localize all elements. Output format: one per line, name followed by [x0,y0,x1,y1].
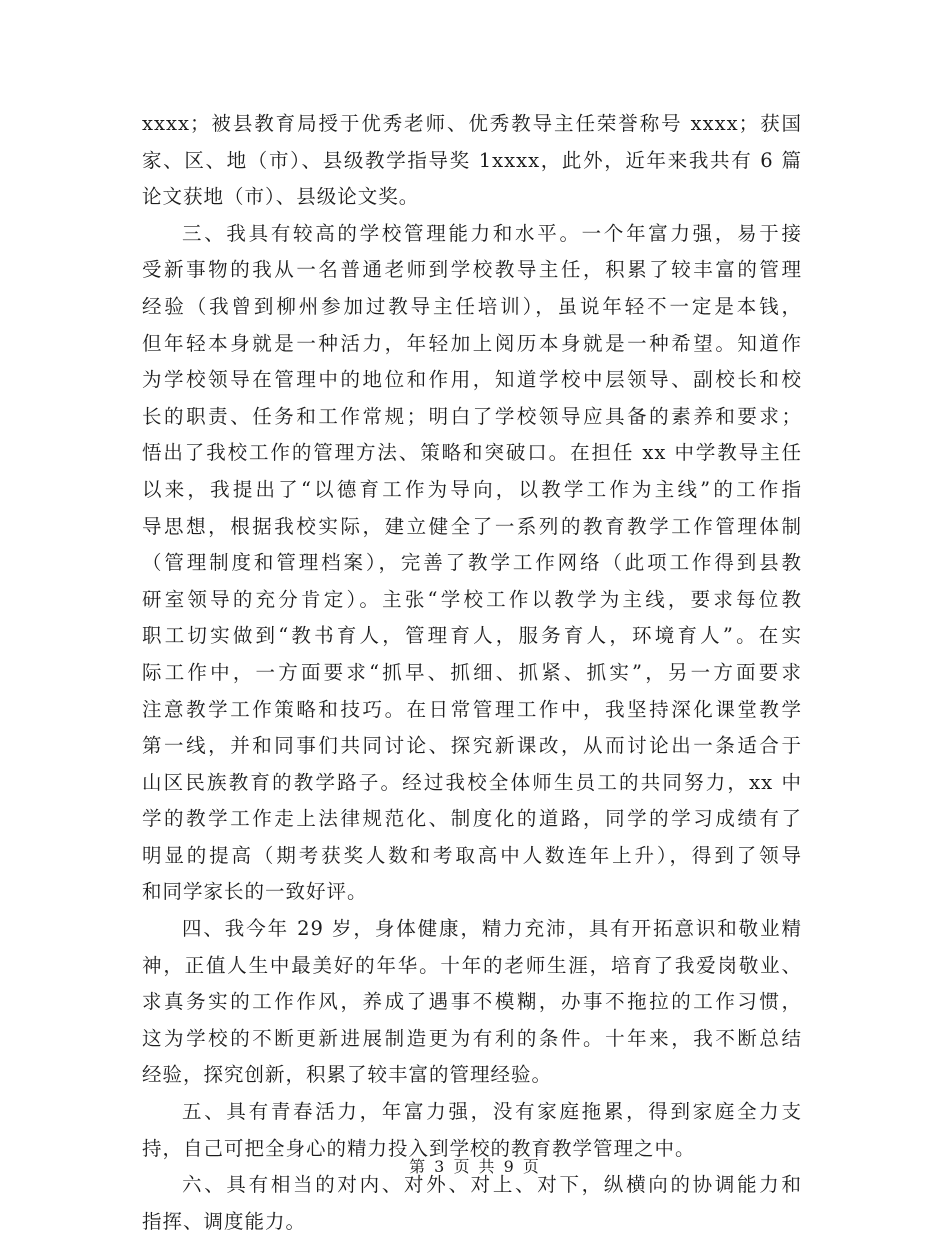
paragraph-four-start: 四、我今年 29 岁，身体健康，精力充沛，具有开拓意识和敬业精 [182,917,802,941]
text-line: 悟出了我校工作的管理方法、策略和突破口。在担任 xx 中学教导主任 [142,441,802,465]
text-line: 明显的提高（期考获奖人数和考取高中人数连年上升），得到了领导 [142,843,802,867]
text-line: 家、区、地（市）、县级教学指导奖 1xxxx，此外，近年来我共有 6 篇 [142,148,802,172]
text-line: 以来，我提出了“以德育工作为导向，以教学工作为主线”的工作指 [142,477,802,501]
text-line: 持，自己可把全身心的精力投入到学校的教育教学管理之中。 [142,1136,696,1160]
document-body [142,106,802,1240]
text-line: 神，正值人生中最美好的年华。十年的老师生涯，培育了我爱岗敬业、 [142,953,802,977]
text-line: 但年轻本身就是一种活力，年轻加上阅历本身就是一种希望。知道作 [142,331,802,355]
text-line: 经验（我曾到柳州参加过教导主任培训），虽说年轻不一定是本钱， [142,294,802,318]
text-line: 这为学校的不断更新进展制造更为有利的条件。十年来，我不断总结 [142,1026,802,1050]
paragraph-three-start: 三、我具有较高的学校管理能力和水平。一个年富力强，易于接 [182,221,802,245]
text-line: 际工作中，一方面要求“抓早、抓细、抓紧、抓实”，另一方面要求 [142,660,802,684]
text-line: 求真务实的工作作风，养成了遇事不模糊，办事不拖拉的工作习惯， [142,990,802,1014]
text-line: 为学校领导在管理中的地位和作用，知道学校中层领导、副校长和校 [142,368,802,392]
page-number: 第 3 页 共 9 页 [409,1157,541,1176]
text-line: 和同学家长的一致好评。 [142,880,368,904]
text-line: 导思想，根据我校实际，建立健全了一系列的教育教学工作管理体制 [142,514,802,538]
text-line: 职工切实做到“教书育人，管理育人，服务育人，环境育人”。在实 [142,624,802,648]
text-line: 山区民族教育的教学路子。经过我校全体师生员工的共同努力，xx 中 [142,770,802,794]
text-line: （管理制度和管理档案），完善了教学工作网络（此项工作得到县教 [142,551,802,575]
paragraph-five-start: 五、具有青春活力，年富力强，没有家庭拖累，得到家庭全力支 [182,1100,802,1124]
text-line: 学的教学工作走上法律规范化、制度化的道路，同学的学习成绩有了 [142,807,802,831]
text-line: 指挥、调度能力。 [142,1209,307,1233]
text-line: xxxx；被县教育局授于优秀老师、优秀教导主任荣誉称号 xxxx；获国 [142,112,802,135]
text-line: 经验，探究创新，积累了较丰富的管理经验。 [142,1063,553,1087]
text-line: 研室领导的充分肯定）。主张“学校工作以教学为主线，要求每位教 [142,587,802,611]
text-line: 长的职责、任务和工作常规；明白了学校领导应具备的素养和要求； [142,404,802,428]
paragraph-six-start: 六、具有相当的对内、对外、对上、对下，纵横向的协调能力和 [182,1173,802,1197]
text-line: 受新事物的我从一名普通老师到学校教导主任，积累了较丰富的管理 [142,258,802,282]
text-line: 第一线，并和同事们共同讨论、探究新课改，从而讨论出一条适合于 [142,734,802,758]
text-line: 注意教学工作策略和技巧。在日常管理工作中，我坚持深化课堂教学 [142,697,802,721]
text-line: 论文获地（市）、县级论文奖。 [142,185,420,209]
